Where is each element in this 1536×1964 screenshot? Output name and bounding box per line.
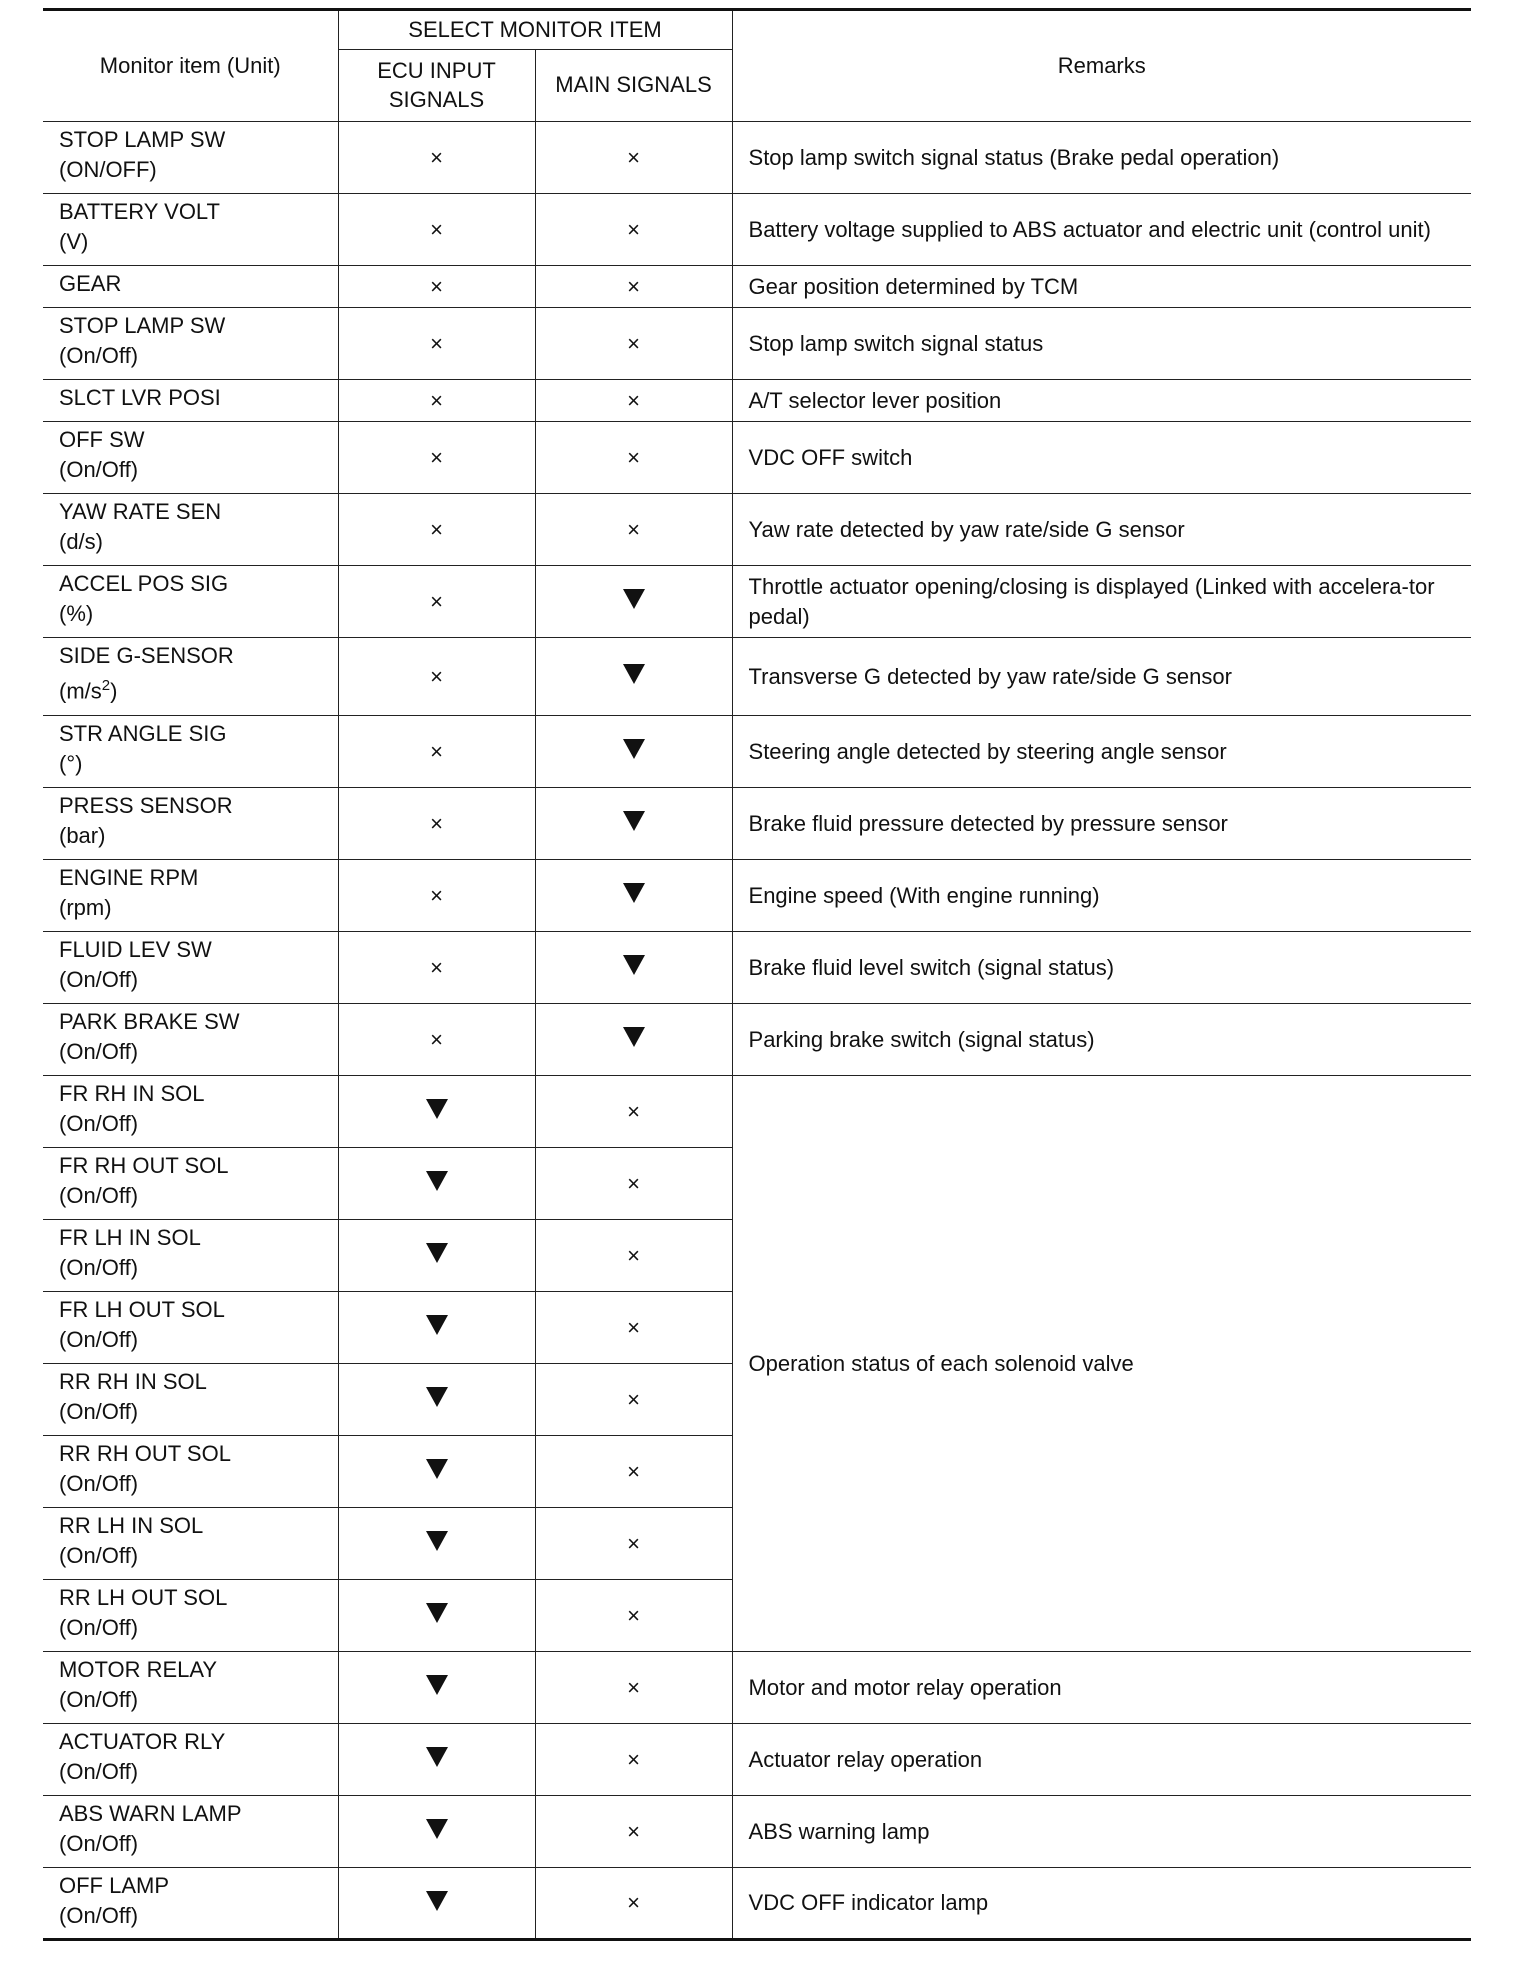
monitor-item-name: FR LH IN SOL [59, 1225, 201, 1250]
table-row [43, 1868, 1471, 1940]
monitor-item-name: RR RH OUT SOL [59, 1441, 231, 1466]
table-row [43, 1004, 1471, 1076]
monitor-item-unit: (%) [59, 601, 94, 626]
table-row [43, 1652, 1471, 1724]
main-signal-mark [535, 1220, 732, 1292]
monitor-item-unit: (On/Off) [59, 1327, 139, 1352]
x-mark-icon: × [627, 387, 640, 413]
main-signal-mark [535, 638, 732, 716]
monitor-item-cell [43, 638, 338, 716]
table-row [43, 1724, 1471, 1796]
remark-cell: Stop lamp switch signal status [732, 308, 1471, 380]
table-row [43, 422, 1471, 494]
remark-cell: Engine speed (With engine running) [732, 860, 1471, 932]
monitor-item-cell [43, 422, 338, 494]
ecu-input-mark [338, 122, 535, 194]
x-mark-icon: × [430, 588, 443, 614]
triangle-mark-icon [623, 1027, 645, 1047]
triangle-mark-icon [426, 1891, 448, 1911]
monitor-item-cell [43, 1580, 338, 1652]
remark-cell: VDC OFF switch [732, 422, 1471, 494]
x-mark-icon: × [627, 1674, 640, 1700]
main-signal-mark [535, 422, 732, 494]
select-monitor-item-header: SELECT MONITOR ITEM [338, 10, 732, 50]
table-row [43, 122, 1471, 194]
main-signal-mark [535, 266, 732, 308]
monitor-item-unit: (On/Off) [59, 1399, 139, 1424]
monitor-item-name: OFF SW [59, 427, 145, 452]
monitor-item-name: MOTOR RELAY [59, 1657, 218, 1682]
monitor-item-unit: (On/Off) [59, 457, 139, 482]
monitor-item-cell [43, 1220, 338, 1292]
remark-cell: Throttle actuator opening/closing is displayed (Linked with accelera-tor pedal) [732, 566, 1471, 638]
monitor-item-unit: (ON/OFF) [59, 157, 157, 182]
monitor-item-cell [43, 1652, 338, 1724]
main-signal-mark [535, 1436, 732, 1508]
table-row [43, 494, 1471, 566]
monitor-item-name: ABS WARN LAMP [59, 1801, 242, 1826]
ecu-input-mark [338, 494, 535, 566]
ecu-input-mark [338, 788, 535, 860]
x-mark-icon: × [627, 516, 640, 542]
ecu-input-mark [338, 1004, 535, 1076]
ecu-input-mark [338, 1364, 535, 1436]
main-signal-mark [535, 1148, 732, 1220]
remark-cell: Steering angle detected by steering angle sensor [732, 716, 1471, 788]
triangle-mark-icon [426, 1171, 448, 1191]
main-signal-mark [535, 1652, 732, 1724]
main-signal-mark [535, 1076, 732, 1148]
remark-cell: Motor and motor relay operation [732, 1652, 1471, 1724]
remarks-header: Remarks [732, 10, 1471, 122]
x-mark-icon: × [430, 216, 443, 242]
monitor-item-name: OFF LAMP [59, 1873, 170, 1898]
ecu-input-mark [338, 194, 535, 266]
table-row [43, 194, 1471, 266]
monitor-item-name: RR LH OUT SOL [59, 1585, 228, 1610]
table-row [43, 1076, 1471, 1148]
monitor-item-name: PARK BRAKE SW [59, 1009, 240, 1034]
ecu-input-mark [338, 1868, 535, 1940]
x-mark-icon: × [430, 738, 443, 764]
monitor-item-name: SIDE G-SENSOR [59, 643, 234, 668]
monitor-item-unit: (On/Off) [59, 1255, 139, 1280]
monitor-item-cell [43, 1148, 338, 1220]
monitor-item-name: FR RH IN SOL [59, 1081, 205, 1106]
triangle-mark-icon [426, 1531, 448, 1551]
monitor-item-unit: (On/Off) [59, 967, 139, 992]
monitor-item-name: ACTUATOR RLY [59, 1729, 226, 1754]
monitor-item-header: Monitor item (Unit) [43, 10, 338, 122]
monitor-item-cell [43, 860, 338, 932]
x-mark-icon: × [627, 1602, 640, 1628]
remark-cell: Gear position determined by TCM [732, 266, 1471, 308]
ecu-input-mark [338, 1292, 535, 1364]
x-mark-icon: × [627, 1386, 640, 1412]
monitor-item-unit: (On/Off) [59, 1111, 139, 1136]
monitor-item-cell [43, 194, 338, 266]
ecu-input-mark [338, 380, 535, 422]
main-signal-mark [535, 122, 732, 194]
monitor-item-unit: (On/Off) [59, 1831, 139, 1856]
monitor-item-name: FR LH OUT SOL [59, 1297, 225, 1322]
monitor-item-unit: (d/s) [59, 529, 103, 554]
monitor-item-cell [43, 1868, 338, 1940]
monitor-item-cell [43, 716, 338, 788]
table-row [43, 380, 1471, 422]
table-row [43, 716, 1471, 788]
triangle-mark-icon [623, 811, 645, 831]
monitor-item-cell [43, 1292, 338, 1364]
x-mark-icon: × [430, 954, 443, 980]
table-row [43, 266, 1471, 308]
ecu-input-mark [338, 422, 535, 494]
x-mark-icon: × [627, 273, 640, 299]
ecu-input-mark [338, 1796, 535, 1868]
ecu-input-mark [338, 1076, 535, 1148]
table-row [43, 932, 1471, 1004]
monitor-item-cell [43, 266, 338, 308]
monitor-item-unit: (On/Off) [59, 1903, 139, 1928]
ecu-input-mark [338, 860, 535, 932]
monitor-item-cell [43, 380, 338, 422]
monitor-item-cell [43, 788, 338, 860]
ecu-input-mark [338, 566, 535, 638]
ecu-input-signals-header: ECU INPUT SIGNALS [338, 50, 535, 122]
triangle-mark-icon [426, 1459, 448, 1479]
ecu-input-mark [338, 1508, 535, 1580]
triangle-mark-icon [426, 1387, 448, 1407]
triangle-mark-icon [623, 883, 645, 903]
triangle-mark-icon [623, 739, 645, 759]
x-mark-icon: × [627, 144, 640, 170]
remark-cell: Brake fluid pressure detected by pressure sensor [732, 788, 1471, 860]
monitor-item-name: ACCEL POS SIG [59, 571, 229, 596]
triangle-mark-icon [426, 1819, 448, 1839]
ecu-input-mark [338, 932, 535, 1004]
x-mark-icon: × [627, 1890, 640, 1915]
main-signals-header: MAIN SIGNALS [535, 50, 732, 122]
monitor-item-cell [43, 1508, 338, 1580]
triangle-mark-icon [426, 1675, 448, 1695]
monitor-item-cell [43, 1004, 338, 1076]
monitor-item-cell [43, 494, 338, 566]
ecu-input-mark [338, 308, 535, 380]
triangle-mark-icon [623, 955, 645, 975]
remark-cell: Parking brake switch (signal status) [732, 1004, 1471, 1076]
main-signal-mark [535, 308, 732, 380]
remark-cell: Actuator relay operation [732, 1724, 1471, 1796]
remark-cell: Stop lamp switch signal status (Brake pedal operation) [732, 122, 1471, 194]
monitor-item-name: GEAR [59, 271, 122, 296]
monitor-item-unit: (On/Off) [59, 1543, 139, 1568]
main-signal-mark [535, 1508, 732, 1580]
monitor-item-unit: (On/Off) [59, 1039, 139, 1064]
monitor-item-cell [43, 1436, 338, 1508]
main-signal-mark [535, 860, 732, 932]
table-row [43, 1796, 1471, 1868]
x-mark-icon: × [430, 516, 443, 542]
remark-cell: Transverse G detected by yaw rate/side G sensor [732, 638, 1471, 716]
monitor-item-name: PRESS SENSOR [59, 793, 233, 818]
monitor-item-unit: (V) [59, 229, 89, 254]
x-mark-icon: × [627, 1746, 640, 1772]
monitor-item-unit: (°) [59, 751, 83, 776]
monitor-item-name: BATTERY VOLT [59, 199, 220, 224]
remark-cell: ABS warning lamp [732, 1796, 1471, 1868]
table-row [43, 860, 1471, 932]
table-row [43, 638, 1471, 716]
remark-cell: Operation status of each solenoid valve [732, 1076, 1471, 1652]
x-mark-icon: × [627, 444, 640, 470]
triangle-mark-icon [426, 1099, 448, 1119]
remark-cell: VDC OFF indicator lamp [732, 1868, 1471, 1940]
x-mark-icon: × [430, 144, 443, 170]
main-signal-mark [535, 1004, 732, 1076]
main-signal-mark [535, 380, 732, 422]
x-mark-icon: × [627, 1458, 640, 1484]
triangle-mark-icon [426, 1243, 448, 1263]
x-mark-icon: × [627, 1098, 640, 1124]
ecu-input-mark [338, 1220, 535, 1292]
x-mark-icon: × [627, 216, 640, 242]
main-signal-mark [535, 194, 732, 266]
main-signal-mark [535, 788, 732, 860]
main-signal-mark [535, 566, 732, 638]
monitor-item-name: STOP LAMP SW [59, 127, 226, 152]
monitor-item-unit: (On/Off) [59, 1183, 139, 1208]
main-signal-mark [535, 1796, 732, 1868]
monitor-item-cell [43, 1796, 338, 1868]
ecu-input-mark [338, 1724, 535, 1796]
ecu-input-mark [338, 266, 535, 308]
remark-cell: Brake fluid level switch (signal status) [732, 932, 1471, 1004]
main-signal-mark [535, 494, 732, 566]
x-mark-icon: × [627, 1170, 640, 1196]
triangle-mark-icon [426, 1747, 448, 1767]
monitor-item-unit: (On/Off) [59, 1615, 139, 1640]
ecu-input-mark [338, 716, 535, 788]
ecu-input-mark [338, 1580, 535, 1652]
main-signal-mark [535, 1292, 732, 1364]
x-mark-icon: × [430, 330, 443, 356]
monitor-item-cell [43, 1724, 338, 1796]
remark-cell: Battery voltage supplied to ABS actuator and electric unit (control unit) [732, 194, 1471, 266]
monitor-item-cell [43, 932, 338, 1004]
triangle-mark-icon [426, 1315, 448, 1335]
main-signal-mark [535, 1868, 732, 1940]
x-mark-icon: × [430, 387, 443, 413]
x-mark-icon: × [430, 882, 443, 908]
monitor-item-name: RR RH IN SOL [59, 1369, 207, 1394]
monitor-item-name: YAW RATE SEN [59, 499, 222, 524]
table-row [43, 566, 1471, 638]
monitor-item-cell [43, 308, 338, 380]
monitor-item-table [43, 8, 1471, 1941]
monitor-item-unit: (rpm) [59, 895, 112, 920]
monitor-item-unit: (On/Off) [59, 343, 139, 368]
monitor-item-name: FR RH OUT SOL [59, 1153, 229, 1178]
main-signal-mark [535, 1580, 732, 1652]
ecu-input-mark [338, 1436, 535, 1508]
monitor-item-unit: (bar) [59, 823, 106, 848]
x-mark-icon: × [627, 1530, 640, 1556]
monitor-item-cell [43, 566, 338, 638]
ecu-input-mark [338, 638, 535, 716]
triangle-mark-icon [623, 664, 645, 684]
x-mark-icon: × [430, 810, 443, 836]
monitor-item-name: SLCT LVR POSI [59, 385, 221, 410]
monitor-item-name: ENGINE RPM [59, 865, 199, 890]
x-mark-icon: × [430, 1026, 443, 1052]
remark-cell: Yaw rate detected by yaw rate/side G sensor [732, 494, 1471, 566]
monitor-item-unit: (On/Off) [59, 1687, 139, 1712]
triangle-mark-icon [623, 589, 645, 609]
main-signal-mark [535, 1724, 732, 1796]
table-row [43, 788, 1471, 860]
remark-cell: A/T selector lever position [732, 380, 1471, 422]
x-mark-icon: × [430, 663, 443, 689]
x-mark-icon: × [430, 444, 443, 470]
monitor-item-cell [43, 122, 338, 194]
x-mark-icon: × [430, 273, 443, 299]
monitor-item-name: STR ANGLE SIG [59, 721, 227, 746]
monitor-item-unit: $(m/s^2)$ [59, 677, 118, 704]
triangle-mark-icon [426, 1603, 448, 1623]
main-signal-mark [535, 1364, 732, 1436]
main-signal-mark [535, 716, 732, 788]
monitor-item-name: RR LH IN SOL [59, 1513, 204, 1538]
x-mark-icon: × [627, 1242, 640, 1268]
x-mark-icon: × [627, 1818, 640, 1844]
x-mark-icon: × [627, 1314, 640, 1340]
table-row [43, 308, 1471, 380]
ecu-input-mark [338, 1652, 535, 1724]
ecu-input-mark [338, 1148, 535, 1220]
monitor-item-name: STOP LAMP SW [59, 313, 226, 338]
monitor-item-cell [43, 1076, 338, 1148]
table-body [43, 122, 1471, 1940]
monitor-item-name: FLUID LEV SW [59, 937, 212, 962]
monitor-item-cell [43, 1364, 338, 1436]
x-mark-icon: × [627, 330, 640, 356]
monitor-item-unit: (On/Off) [59, 1471, 139, 1496]
monitor-item-unit: (On/Off) [59, 1759, 139, 1784]
main-signal-mark [535, 932, 732, 1004]
